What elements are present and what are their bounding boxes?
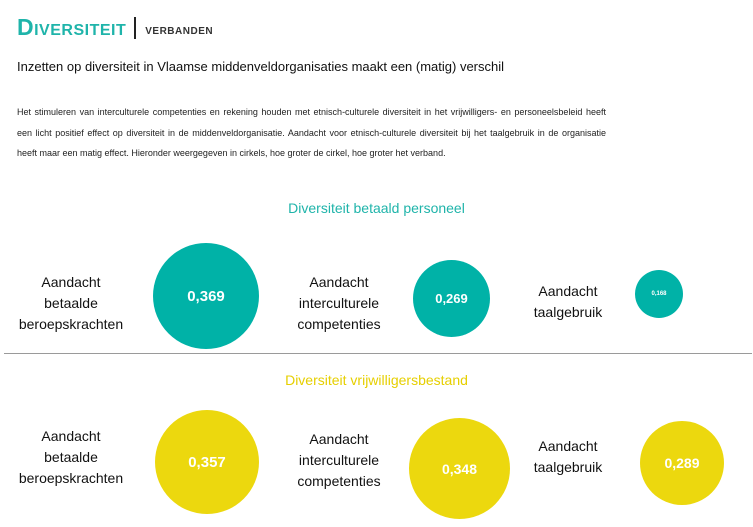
label-line: Aandacht (41, 274, 101, 290)
headline: Inzetten op diversiteit in Vlaamse middenveldorganisaties maakt een (matig) verschil (17, 59, 505, 74)
value-circle (640, 421, 724, 505)
label-line: betaalde (44, 449, 98, 465)
description-paragraph: Het stimuleren van interculturele competenties en rekening houden met etnisch-culturele diversiteit in het vrijwilligers- en personeelsbeleid heeft een licht positief effect op diversiteit in de middenveldorganisatie. Aandacht voor etnisch-culturele diversiteit bij het taalgebruik in de organisatie heeft maar een matig effect. Hieronder weergegeven in cirkels, hoe groter de cirkel, hoe groter het verband. (17, 107, 606, 159)
value-label: 0,357 (188, 453, 226, 471)
section-title-volunteers: Diversiteit vrijwilligersbestand (285, 372, 468, 388)
label-line: Aandacht (538, 438, 598, 454)
value-label: 0,168 (651, 291, 667, 297)
label-line: taalgebruik (533, 459, 603, 475)
label-line: Aandacht (309, 431, 369, 447)
label-line: beroepskrachten (18, 470, 124, 486)
value-label: 0,289 (664, 455, 700, 471)
value-label: 0,348 (441, 460, 478, 477)
label-line: Aandacht (41, 428, 101, 444)
label-line: betaalde (44, 295, 98, 311)
label-line: interculturele (298, 452, 380, 468)
title-subtitle: verbanden (145, 20, 214, 37)
label-language-use (523, 436, 613, 478)
page-title (17, 14, 213, 41)
value-circle (409, 418, 510, 519)
value-circle (153, 243, 259, 349)
label-line: competenties (297, 473, 381, 489)
section-divider (4, 353, 752, 354)
value-label: 0,369 (187, 287, 225, 305)
label-line: taalgebruik (533, 304, 603, 320)
value-circle (413, 260, 490, 337)
value-label: 0,269 (435, 291, 468, 306)
title-divider (134, 17, 136, 39)
section-title-paid-staff: Diversiteit betaald personeel (288, 200, 465, 216)
label-line: Aandacht (309, 274, 369, 290)
label-intercultural-competences (284, 429, 394, 492)
title-main: Diversiteit (17, 14, 127, 40)
label-line: beroepskrachten (18, 316, 124, 332)
label-line: interculturele (298, 295, 380, 311)
label-line: Aandacht (538, 283, 598, 299)
label-line: competenties (297, 316, 381, 332)
label-paid-professionals (14, 272, 128, 335)
label-paid-professionals (14, 426, 128, 489)
label-intercultural-competences (284, 272, 394, 335)
value-circle (155, 410, 259, 514)
label-language-use (523, 281, 613, 323)
value-circle (635, 270, 683, 318)
